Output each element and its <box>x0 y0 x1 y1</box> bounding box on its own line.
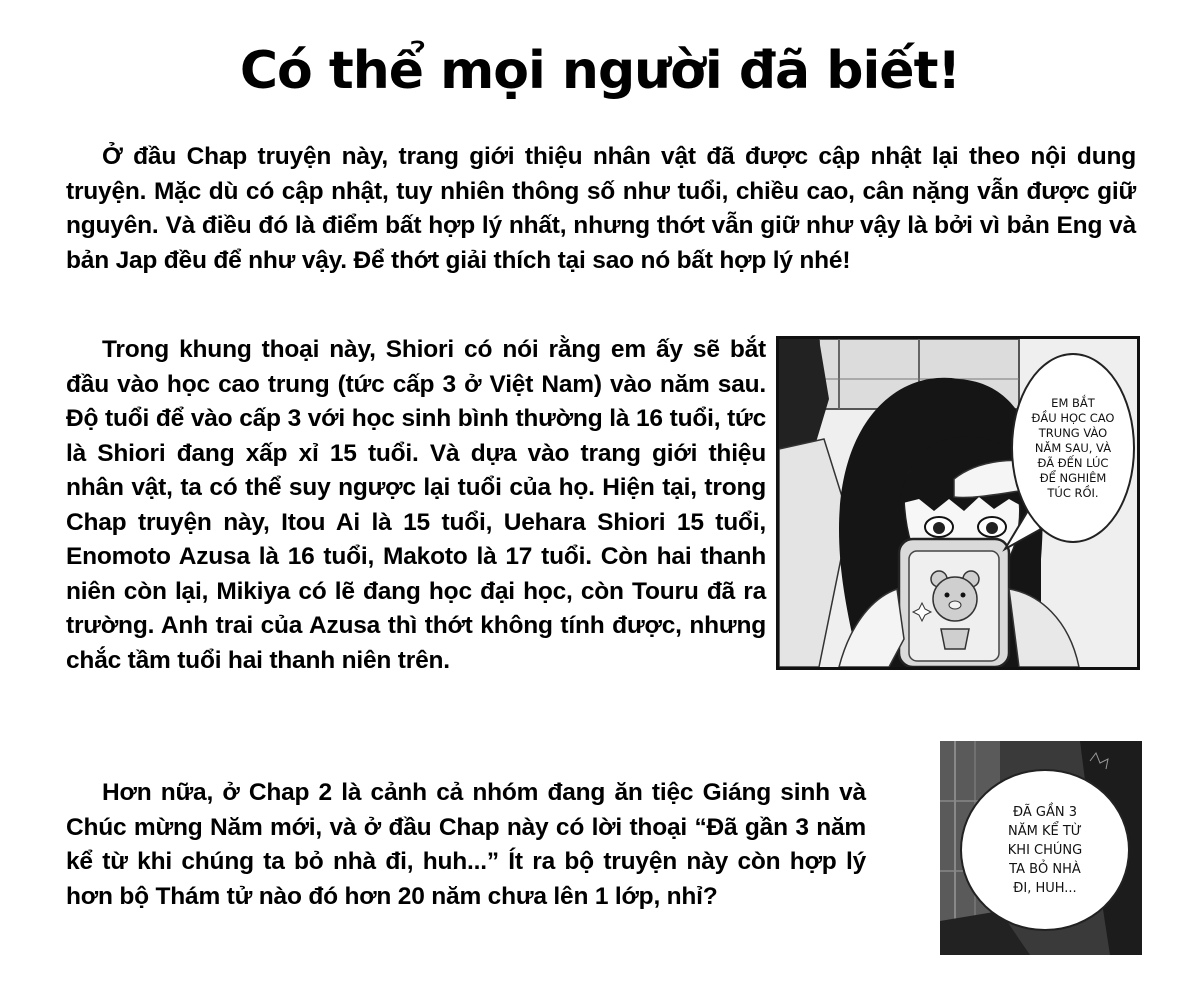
paragraph-intro: Ở đầu Chap truyện này, trang giới thiệu nhân vật đã được cập nhật lại theo nội dung truyện. Mặc dù có cập nhật, tuy nhiên thông số như tuổi, chiều cao, cân nặng vẫn được giữ nguyên. Và điều đó là điểm bất hợp lý nhất, nhưng thớt vẫn giữ như vậy là bởi vì bản Eng và bản Jap đều để như vậy. Để thớt giải thích tại sao nó bất hợp lý nhé! <box>66 143 1136 274</box>
paragraph-timeline: Hơn nữa, ở Chap 2 là cảnh cả nhóm đang ăn tiệc Giáng sinh và Chúc mừng Năm mới, và ở đầu Chap này có lời thoại “Đã gần 3 năm kể từ khi chúng ta bỏ nhà đi, huh...” Ít ra bộ truyện này còn hợp lý hơn bộ Thám tử nào đó hơn 20 năm chưa lên 1 lớp, nhỉ? <box>66 779 866 910</box>
manga-panel-speech <box>940 741 1142 955</box>
speech-bubble-timeline: ĐÃ GẦN 3 NĂM KỂ TỪ KHI CHÚNG TA BỎ NHÀ ĐI, HUH... <box>960 769 1130 931</box>
manga-panel-shiori <box>776 336 1140 670</box>
page-title: Có thể mọi người đã biết! <box>239 41 961 101</box>
speech-bubble-shiori: EM BẮT ĐẦU HỌC CAO TRUNG VÀO NĂM SAU, VÀ ĐÃ ĐẾN LÚC ĐỂ NGHIÊM TÚC RỒI. <box>1011 353 1135 543</box>
paragraph-ages: Trong khung thoại này, Shiori có nói rằng em ấy sẽ bắt đầu vào học cao trung (tức cấp 3 ở Việt Nam) vào năm sau. Độ tuổi để vào cấp 3 với học sinh bình thường là 16 tuổi, tức là Shiori đang xấp xỉ 15 tuổi. Và dựa vào trang giới thiệu nhân vật, ta có thể suy ngược lại tuổi của họ. Hiện tại, trong Chap truyện này, Itou Ai là 15 tuổi, Uehara Shiori 15 tuổi, Enomoto Azusa là 16 tuổi, Makoto là 17 tuổi. Còn hai thanh niên còn lại, Mikiya có lẽ đang học đại học, còn Touru đã ra trường. Anh trai của Azusa thì thớt không tính được, nhưng chắc tầm tuổi hai thanh niên trên. <box>66 336 766 674</box>
